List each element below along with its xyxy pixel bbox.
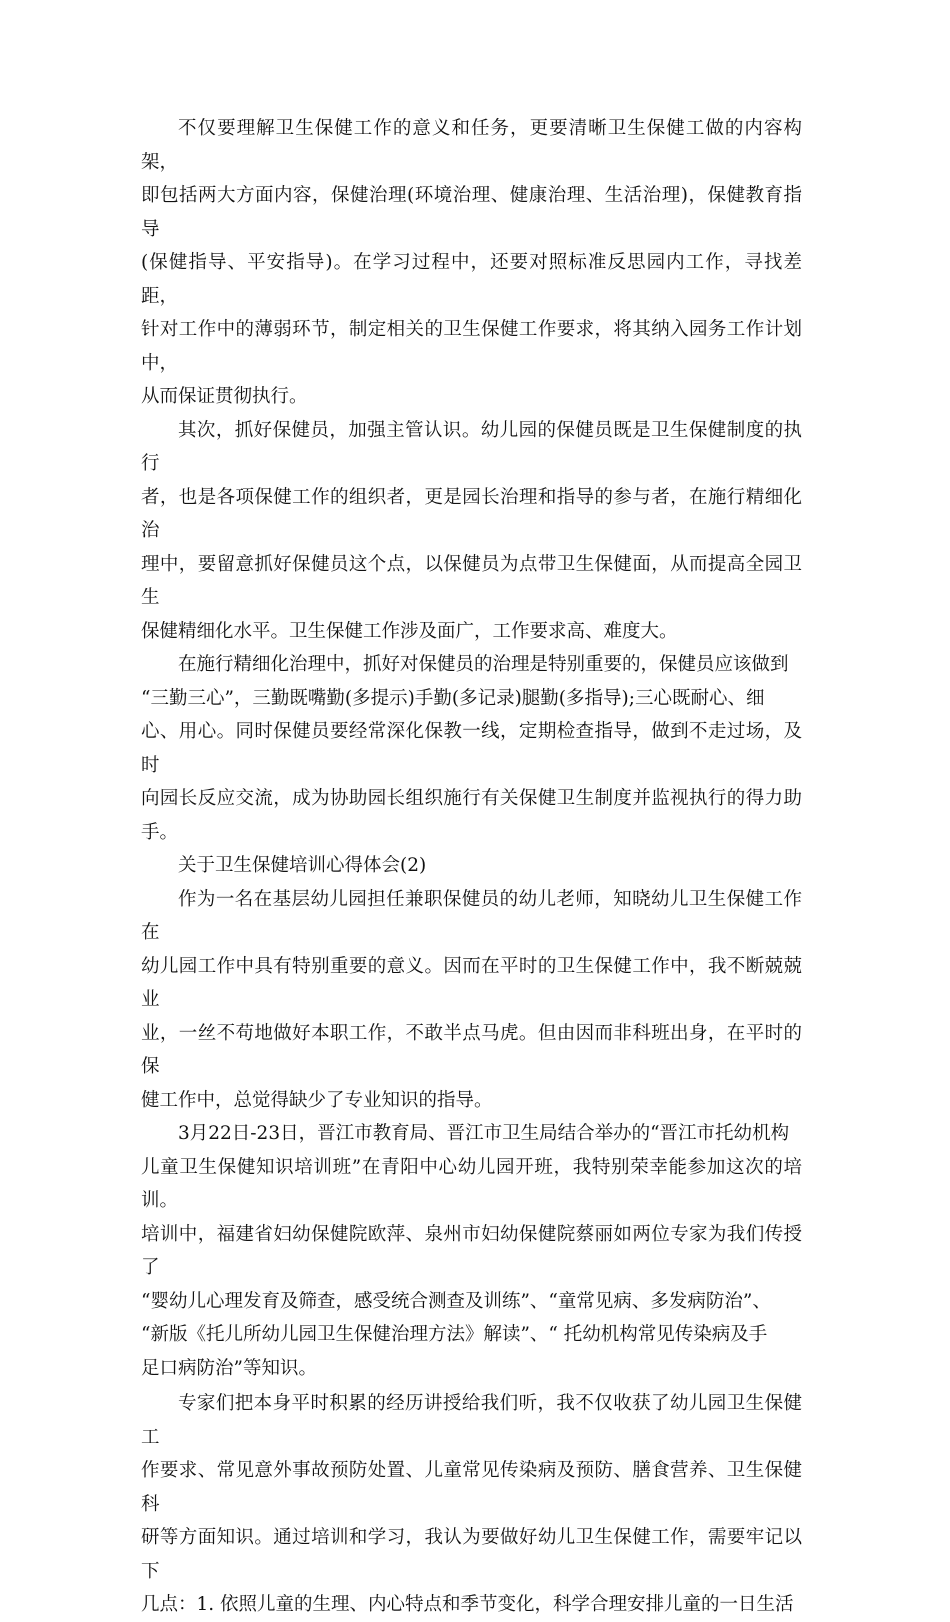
- paragraph-6: 专家们把本身平时积累的经历讲授给我们听，我不仅收获了幼儿园卫生保健工 作要求、常见意外事故预防处置、儿童常见传染病及预防、膳食营养、卫生保健科 研等方面知识。通过培训和学习，我认为要做好幼儿卫生保健工作，需要牢记以下 几点：1. 依照儿童的生理、内心特点和季节变化，科学合理安排儿童的一日生活: [141, 1393, 802, 1615]
- document-body: [141, 112, 802, 1622]
- paragraph-4: 作为一名在基层幼儿园担任兼职保健员的幼儿老师，知晓幼儿卫生保健工作在 幼儿园工作中具有特别重要的意义。因而在平时的卫生保健工作中，我不断兢兢业 业，一丝不苟地做好本职工作，不敢半点马虎。但由因而非科班出身，在平时的保 健工作中，总觉得缺少了专业知识的指导。: [141, 888, 802, 1111]
- paragraph-2: 其次，抓好保健员，加强主管认识。幼儿园的保健员既是卫生保健制度的执行 者，也是各项保健工作的组织者，更是园长治理和指导的参与者，在施行精细化治 理中，要留意抓好保健员这个点，以保健员为点带卫生保健面，从而提高全园卫生 保健精细化水平。卫生保健工作涉及面广，工作要求高、难度大。: [141, 419, 802, 642]
- paragraph-5: 3月22日-23日，晋江市教育局、晋江市卫生局结合举办的“晋江市托幼机构 儿童卫生保健知识培训班”在青阳中心幼儿园开班，我特别荣幸能参加这次的培训。 培训中，福建省妇幼保健院欧萍、泉州市妇幼保健院蔡丽如两位专家为我们传授了 “婴幼儿心理发育及筛查，感受统合测查及训练”、“童常见病、多发病防治”、 “新版《托儿所幼儿园卫生保健治理方法》解读”、“ 托幼机构常见传染病及手 足口病防治”等知识。: [141, 1123, 802, 1379]
- section-heading: 关于卫生保健培训心得体会(2): [178, 855, 427, 876]
- paragraph-1: 不仅要理解卫生保健工作的意义和任务，更要清晰卫生保健工做的内容构架， 即包括两大方面内容，保健治理(环境治理、健康治理、生活治理)，保健教育指导 (保健指导、平安指导)。在学习过程中，还要对照标准反思园内工作，寻找差距， 针对工作中的薄弱环节，制定相关的卫生保健工作要求，将其纳入园务工作计划中， 从而保证贯彻执行。: [141, 118, 802, 407]
- paragraph-3: 在施行精细化治理中，抓好对保健员的治理是特别重要的，保健员应该做到 “三勤三心”，三勤既嘴勤(多提示)手勤(多记录)腿勤(多指导);三心既耐心、细 心、用心。同时保健员要经常深化保教一线，定期检查指导，做到不走过场，及时 向园长反应交流，成为协助园长组织施行有关保健卫生制度并监视执行的得力助手。: [141, 654, 802, 843]
